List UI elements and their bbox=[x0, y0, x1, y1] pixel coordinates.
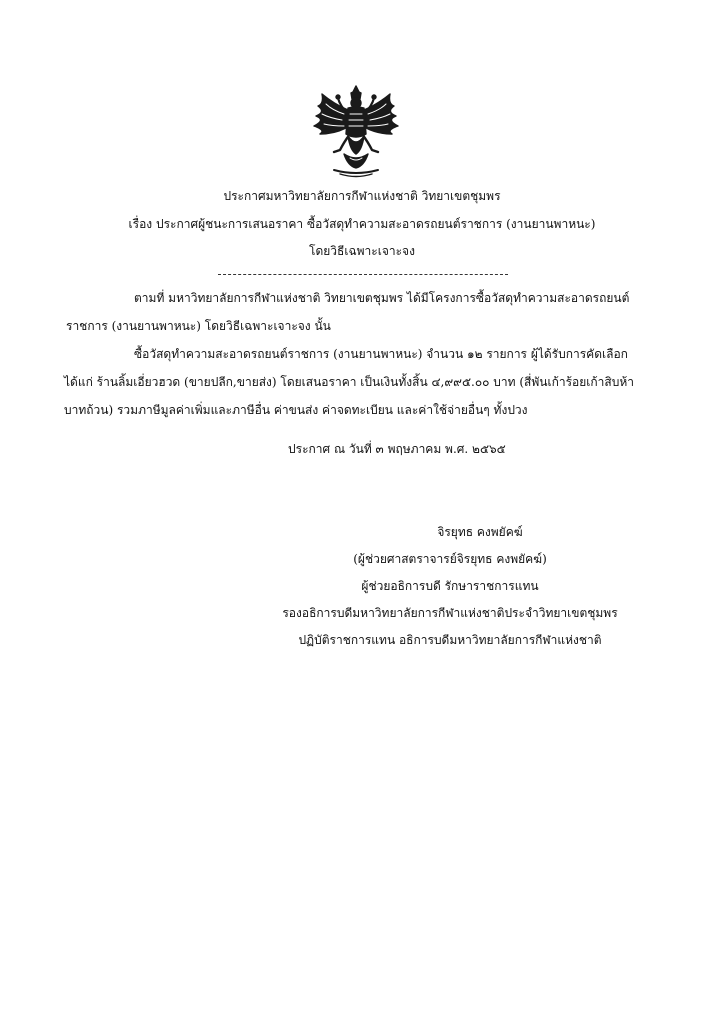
signature-name: จิรยุทธ คงพยัคฆ์ bbox=[437, 525, 523, 539]
signature-position-3: ปฏิบัติราชการแทน อธิการบดีมหาวิทยาลัยการกีฬาแห่งชาติ bbox=[298, 633, 602, 647]
subject-line: เรื่อง ประกาศผู้ชนะการเสนอราคา ซื้อวัสดุทำความสะอาดรถยนต์ราชการ (งานยานพาหนะ) bbox=[128, 217, 596, 231]
issuer-title: ประกาศมหาวิทยาลัยการกีฬาแห่งชาติ วิทยาเขตชุมพร bbox=[223, 189, 501, 203]
paragraph-1-line-1: ตามที่ มหาวิทยาลัยการกีฬาแห่งชาติ วิทยาเขตชุมพร ได้มีโครงการซื้อวัสดุทำความสะอาดรถยนต์ bbox=[134, 291, 630, 305]
method-line: โดยวิธีเฉพาะเจาะจง bbox=[309, 244, 415, 258]
signature-full-name: (ผู้ช่วยศาสตราจารย์จิรยุทธ คงพยัคฆ์) bbox=[353, 552, 547, 566]
announcement-date: ประกาศ ณ วันที่ ๓ พฤษภาคม พ.ศ. ๒๕๖๕ bbox=[288, 442, 506, 456]
paragraph-2-line-2: ได้แก่ ร้านลิ้มเอี่ยวฮวด (ขายปลีก,ขายส่ง) โดยเสนอราคา เป็นเงินทั้งสิ้น ๔,๙๙๕.๐๐ บาท (สี่พันเก้าร้อยเก้าสิบห้า bbox=[64, 375, 634, 389]
paragraph-2-line-3: บาทถ้วน) รวมภาษีมูลค่าเพิ่มและภาษีอื่น ค่าขนส่ง ค่าจดทะเบียน และค่าใช้จ่ายอื่นๆ ทั้งปวง bbox=[64, 403, 528, 417]
paragraph-1-line-2: ราชการ (งานยานพาหนะ) โดยวิธีเฉพาะเจาะจง นั้น bbox=[66, 319, 331, 333]
separator-line bbox=[218, 274, 508, 275]
signature-position-2: รองอธิการบดีมหาวิทยาลัยการกีฬาแห่งชาติประจำวิทยาเขตชุมพร bbox=[282, 606, 618, 620]
paragraph-2-line-1: ซื้อวัสดุทำความสะอาดรถยนต์ราชการ (งานยานพาหนะ) จำนวน ๑๒ รายการ ผู้ได้รับการคัดเลือก bbox=[134, 347, 628, 361]
signature-position-1: ผู้ช่วยอธิการบดี รักษาราชการแทน bbox=[361, 579, 539, 593]
garuda-emblem-icon bbox=[304, 84, 408, 180]
